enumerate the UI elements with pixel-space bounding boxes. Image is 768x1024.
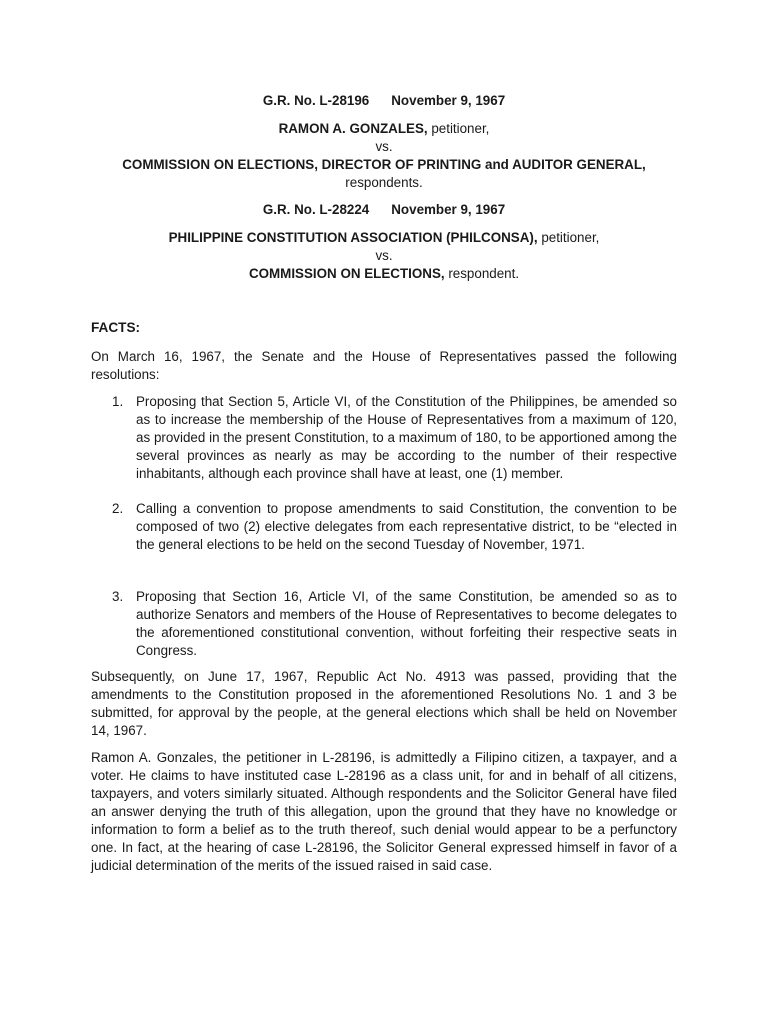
case1-petitioner-role: petitioner, xyxy=(427,121,490,136)
case2-respondent-name: COMMISSION ON ELECTIONS, xyxy=(248,266,445,281)
case1-respondents-role: respondents. xyxy=(345,175,423,190)
case1-versus: vs. xyxy=(375,139,393,154)
list-number: 1. xyxy=(112,394,124,409)
case1-parties xyxy=(91,120,677,192)
case2-respondent-line xyxy=(91,265,677,283)
list-item-text: Proposing that Section 16, Article VI, of the same Constitution, be amended so as to authorize Senators and members of the House of Representatives to become delegates to the aforementioned constitutional convention, without forfeiting their respective seats in Congress. xyxy=(136,589,677,658)
list-item-text: Proposing that Section 5, Article VI, of the Constitution of the Philippines, be amended so as to increase the membership of the House of Representatives from a maximum of 120, as provided in the present Constitution, to a maximum of 180, to be apportioned among the several provinces as nearly as may be according to the number of their respective inhabitants, although each province shall have at least, one (1) member. xyxy=(136,394,677,481)
list-number: 2. xyxy=(112,501,124,516)
facts-paragraph-petitioner: Ramon A. Gonzales, the petitioner in L-28196, is admittedly a Filipino citizen, a taxpayer, and a voter. He claims to have instituted case L-28196 as a class unit, for and in behalf of all citizens, taxpayers, and voters similarly situated. Although respondents and the Solicitor General have filed an answer denying the truth of this allegation, upon the ground that they have no knowledge or information to form a belief as to the truth thereof, such denial would appear to be a perfunctory one. In fact, at the hearing of case L-28196, the Solicitor General expressed himself in favor of a judicial determination of the merits of the issued raised in said case. xyxy=(91,750,677,873)
list-number: 3. xyxy=(112,589,124,604)
case1-respondents-line xyxy=(91,156,677,192)
case1-caption xyxy=(91,92,677,110)
case2-caption xyxy=(91,201,677,219)
case2-respondent-role: respondent. xyxy=(444,266,520,281)
case2-date: November 9, 1967 xyxy=(391,202,506,217)
case2-parties xyxy=(91,229,677,283)
resolution-list-item xyxy=(91,500,677,554)
case1-respondents-name: COMMISSION ON ELECTIONS, DIRECTOR OF PRINTING and AUDITOR GENERAL, xyxy=(122,157,646,172)
case2-petitioner-name: PHILIPPINE CONSTITUTION ASSOCIATION (PHILCONSA), xyxy=(168,230,538,245)
resolution-list-item xyxy=(91,588,677,660)
facts-intro-paragraph: On March 16, 1967, the Senate and the House of Representatives passed the following resolutions: xyxy=(91,349,677,382)
facts-paragraph-republic-act: Subsequently, on June 17, 1967, Republic Act No. 4913 was passed, providing that the amendments to the Constitution proposed in the aforementioned Resolutions No. 1 and 3 be submitted, for approval by the people, at the general elections which shall be held on November 14, 1967. xyxy=(91,669,677,738)
resolution-list-item xyxy=(91,393,677,483)
case2-petitioner-line xyxy=(91,229,677,247)
case1-gr-number: G.R. No. L-28196 xyxy=(262,93,370,108)
case1-petitioner-line xyxy=(91,120,677,138)
case2-gr-number: G.R. No. L-28224 xyxy=(262,202,370,217)
list-item-text: Calling a convention to propose amendments to said Constitution, the convention to be composed of two (2) elective delegates from each representative district, to be “elected in the general elections to be held on the second Tuesday of November, 1971. xyxy=(136,501,677,552)
case1-petitioner-name: RAMON A. GONZALES, xyxy=(278,121,428,136)
case2-versus: vs. xyxy=(375,248,393,263)
case2-petitioner-role: petitioner, xyxy=(537,230,600,245)
case1-date: November 9, 1967 xyxy=(391,93,506,108)
facts-heading: FACTS: xyxy=(91,320,141,335)
